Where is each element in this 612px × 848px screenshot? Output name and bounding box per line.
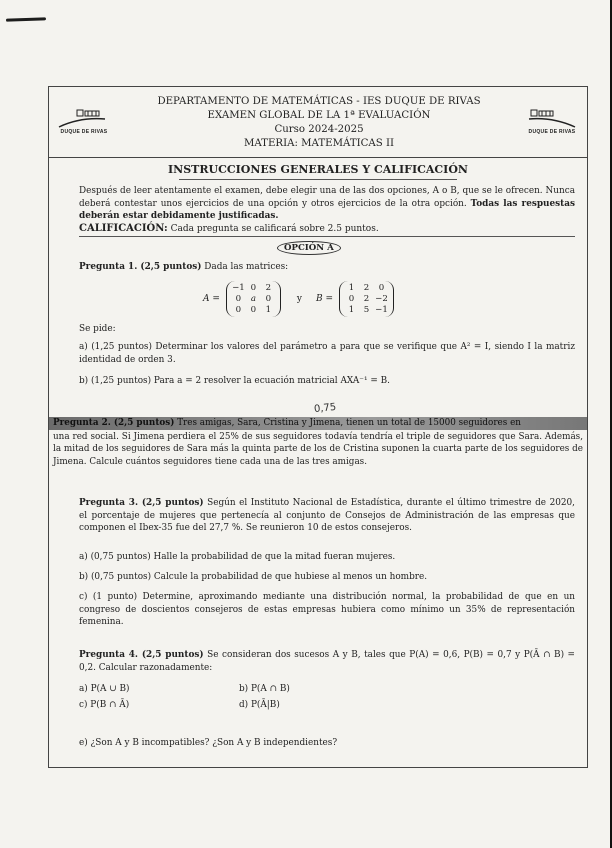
matrix-cell: 2 [265,283,272,293]
question-4-option-d: d) P(Ā|B) [239,700,280,710]
question-4-label: Pregunta 4. (2,5 puntos) [79,650,204,660]
question-2-first-line [53,417,583,430]
exam-header [49,87,587,158]
question-1-part-a: a) (1,25 puntos) Determinar los valores del parámetro a para que se verifique que A² = I, siendo I la matriz identidad de orden 3. [79,342,575,365]
question-3-part-a: a) (0,75 puntos) Halle la probabilidad de que la mitad fueran mujeres. [79,552,396,562]
matrix-b-name: B = [316,294,334,304]
question-4-body: Se consideran dos sucesos A y B, tales que P(A) = 0,6, P(B) = 0,7 y P(Ā ∩ B) = 0,2. Calcular razonadamente: [79,650,575,673]
logo-caption: DUQUE DE RIVAS [60,129,108,135]
matrix-cell: 1 [265,305,272,315]
school-logo-icon [523,107,581,129]
instructions-text [79,185,575,223]
school-logo-left [55,107,113,141]
question-4-options [79,684,399,710]
question-2-text: una red social. Si Jimena perdiera el 25% de sus seguidores todavía tendría el triple de seguidores que Sara. Además, la mitad de los seguidores de Sara más la quinta parte de los de Cristina suponen la cuarta parte de los seguidores de Jimena. Calcule cuántos seguidores tiene cada una de las tres amigas. [53,432,583,467]
school-logo-icon [55,107,113,129]
matrix-cell: a [250,294,256,304]
school-logo-right [523,107,581,141]
question-3-text [79,497,575,535]
exam-title: EXAMEN GLOBAL DE LA 1ª EVALUACIÓN [207,110,431,121]
department-title: DEPARTAMENTO DE MATEMÁTICAS - IES DUQUE DE RIVAS [157,96,481,107]
course-year: Curso 2024-2025 [274,124,364,135]
matrix-b [339,281,394,317]
instructions-title: INSTRUCCIONES GENERALES Y CALIFICACIÓN [168,163,468,176]
matrix-cell: 0 [378,283,385,293]
question-3-part-b: b) (0,75 puntos) Calcule la probabilidad de que hubiese al menos un hombre. [79,572,428,582]
question-3-part-c: c) (1 punto) Determine, aproximando mediante una distribución normal, la probabilidad de que en un congreso de doscientos consejeros de estas empresas hubiera como mínimo un 35% de representación femenina. [79,592,575,627]
matrix-cell: 0 [235,305,242,315]
grading-label: CALIFICACIÓN: [79,223,168,234]
matrix-cell: 0 [250,283,257,293]
question-2-first-text: Tres amigas, Sara, Cristina y Jimena, tienen un total de 15000 seguidores en [177,418,521,428]
question-3-label: Pregunta 3. (2,5 puntos) [79,498,204,508]
question-4-part-e: e) ¿Son A y B incompatibles? ¿Son A y B independientes? [79,738,338,748]
matrix-cell: 0 [250,305,257,315]
question-1-se-pide: Se pide: [79,324,116,334]
matrix-cell: −2 [375,294,388,304]
matrices [199,281,400,317]
exam-sheet [48,86,588,768]
subject: MATERIA: MATEMÁTICAS II [243,138,395,149]
matrix-a-name: A = [203,294,220,304]
grading-note [79,223,575,237]
matrix-cell: 0 [265,294,272,304]
matrix-cell: 1 [348,305,355,315]
question-1-label: Pregunta 1. (2,5 puntos) [79,262,202,272]
question-3-body: Según el Instituto Nacional de Estadística, durante el último trimestre de 2020, el porcentaje de mujeres que pertenecía al conjunto de Consejos de Administración de las empresas que componen el Ibex-35 fue del 27,7 %. Se reunieron 10 de estos consejeros. [79,498,575,533]
grading-text: Cada pregunta se calificará sobre 2.5 puntos. [170,224,379,234]
matrix-cell: −1 [375,305,388,315]
handwritten-score: 0,75 [313,401,337,416]
option-label: OPCIÓN A [277,241,341,255]
title-underline [179,179,457,180]
matrix-cell: 2 [363,294,370,304]
matrix-a [226,281,281,317]
question-1-part-b: b) (1,25 puntos) Para a = 2 resolver la ecuación matricial AXA⁻¹ = B. [79,376,390,386]
matrix-cell: 0 [235,294,242,304]
matrix-connector: y [296,294,302,304]
instructions-justify-note: Todas las respuestas deberán estar debidamente justificadas. [79,198,575,221]
question-4-option-c: c) P(B ∩ Ā) [79,700,130,710]
matrix-cell: −1 [232,283,245,293]
question-4-option-b: b) P(A ∩ B) [239,684,290,694]
matrix-cell: 1 [348,283,355,293]
question-4-option-a: a) P(A ∪ B) [79,684,130,694]
question-4-text [79,649,575,674]
matrix-cell: 5 [363,305,370,315]
question-2-label: Pregunta 2. (2,5 puntos) [53,418,175,428]
question-1-text: Dada las matrices: [204,262,289,272]
pen-mark [6,17,46,21]
logo-caption: DUQUE DE RIVAS [528,129,576,135]
instructions-body: Después de leer atentamente el examen, debe elegir una de las dos opciones, A o B, que se le ofrecen. Nunca deberá contestar unos ejercicios de una opción y otros ejercicios de la otra opción. [79,186,575,209]
question-1-intro [79,261,575,274]
matrix-cell: 0 [348,294,355,304]
matrix-cell: 2 [363,283,370,293]
